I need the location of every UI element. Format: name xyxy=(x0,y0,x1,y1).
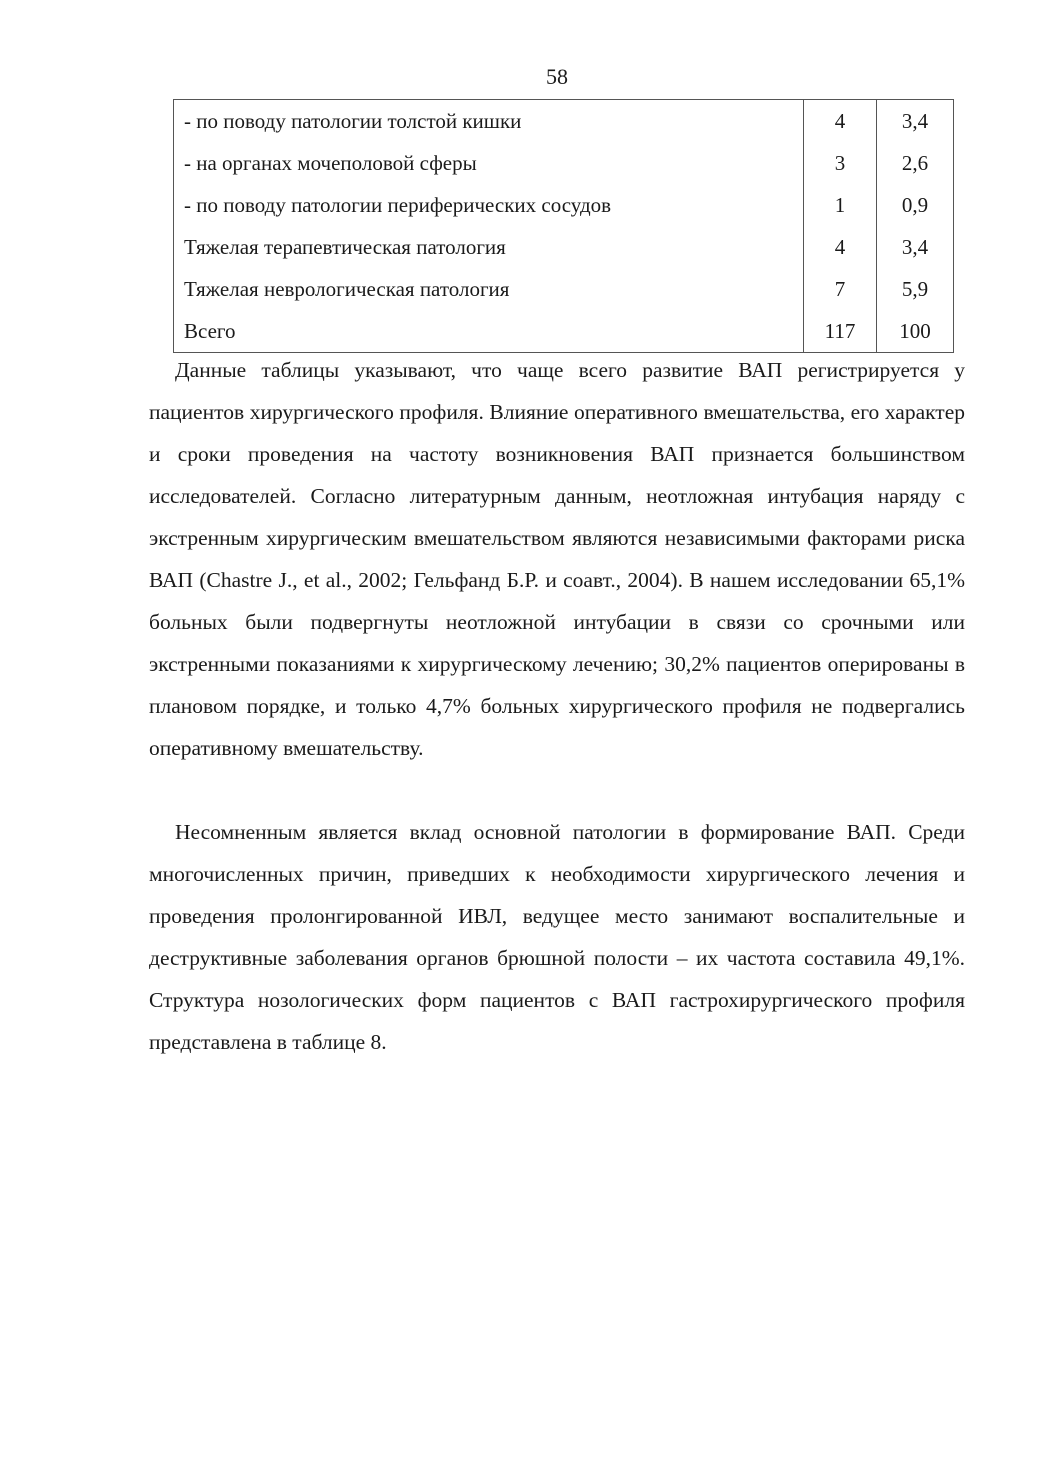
table-row-total xyxy=(174,310,954,353)
row-count: 1 xyxy=(804,184,877,226)
row-label: - на органах мочеполовой сферы xyxy=(174,142,804,184)
body-paragraph-block xyxy=(149,811,965,1063)
row-count: 4 xyxy=(804,226,877,268)
table-row xyxy=(174,268,954,310)
row-percent: 0,9 xyxy=(877,184,954,226)
body-paragraph-block xyxy=(149,349,965,769)
row-percent: 5,9 xyxy=(877,268,954,310)
row-label: - по поводу патологии толстой кишки xyxy=(174,100,804,143)
table-row xyxy=(174,100,954,143)
row-label: Тяжелая терапевтическая патология xyxy=(174,226,804,268)
paragraph: Данные таблицы указывают, что чаще всего развитие ВАП регистрируется у пациентов хирургического профиля. Влияние оперативного вмешательства, его характер и сроки проведения на частоту возникновения ВАП признается большинством исследователей. Согласно литературным данным, неотложная интубация наряду с экстренным хирургическим вмешательством являются независимыми факторами риска ВАП (Chastre J., et al., 2002; Гельфанд Б.Р. и соавт., 2004). В нашем исследовании 65,1% больных были подвергнуты неотложной интубации в связи со срочными или экстренными показаниями к хирургическому лечению; 30,2% пациентов оперированы в плановом порядке, и только 4,7% больных хирургического профиля не подвергались оперативному вмешательству. xyxy=(149,358,965,760)
row-count: 3 xyxy=(804,142,877,184)
row-label: - по поводу патологии периферических сосудов xyxy=(174,184,804,226)
data-table xyxy=(173,99,954,353)
row-count: 7 xyxy=(804,268,877,310)
paragraph: Несомненным является вклад основной патологии в формирование ВАП. Среди многочисленных причин, приведших к необходимости хирургического лечения и проведения пролонгированной ИВЛ, ведущее место занимают воспалительные и деструктивные заболевания органов брюшной полости – их частота составила 49,1%. Структура нозологических форм пациентов с ВАП гастрохирургического профиля представлена в таблице 8. xyxy=(149,820,965,1054)
row-count: 117 xyxy=(804,310,877,353)
row-count: 4 xyxy=(804,100,877,143)
row-percent: 100 xyxy=(877,310,954,353)
row-label: Тяжелая неврологическая патология xyxy=(174,268,804,310)
row-percent: 2,6 xyxy=(877,142,954,184)
table-row xyxy=(174,226,954,268)
table-row xyxy=(174,142,954,184)
page-number: 58 xyxy=(546,64,568,89)
row-percent: 3,4 xyxy=(877,100,954,143)
row-label: Всего xyxy=(174,310,804,353)
row-percent: 3,4 xyxy=(877,226,954,268)
table-row xyxy=(174,184,954,226)
